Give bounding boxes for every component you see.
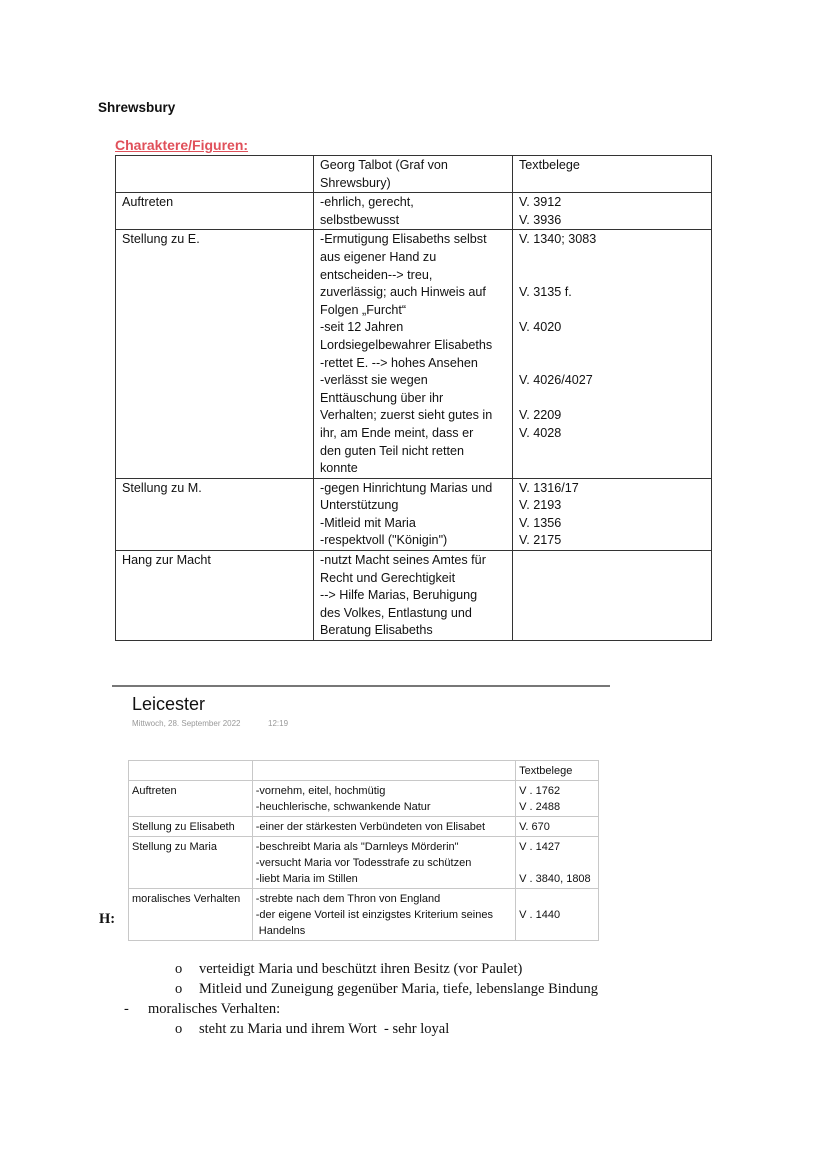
- table-row: [116, 230, 712, 478]
- row-refs: V . 1427 V . 3840, 1808: [516, 837, 599, 889]
- row-label: Stellung zu Elisabeth: [129, 817, 253, 837]
- page-title-leicester: Leicester: [132, 694, 206, 714]
- leicester-table: [128, 760, 599, 941]
- row-content: -einer der stärkesten Verbündeten von Elisabet: [252, 817, 515, 837]
- row-refs: V. 1340; 3083 V. 3135 f. V. 4020 V. 4026/4027 V. 2209 V. 4028: [513, 230, 712, 478]
- divider: [112, 685, 610, 687]
- bullet-text: Mitleid und Zuneigung gegenüber Maria, tiefe, lebenslange Bindung: [199, 981, 599, 997]
- row-label: Stellung zu Maria: [129, 837, 253, 889]
- header-cell: [252, 761, 515, 781]
- subtitle-charaktere: Charaktere/Figuren:: [115, 137, 249, 153]
- row-refs: V. 1316/17 V. 2193 V. 1356 V. 2175: [513, 478, 712, 550]
- bullet-icon: o: [175, 1021, 183, 1037]
- row-label: Stellung zu E.: [116, 230, 314, 478]
- row-refs: V. 670: [516, 817, 599, 837]
- bullet-icon: o: [175, 981, 183, 997]
- table-row: [116, 478, 712, 550]
- row-content: -gegen Hinrichtung Marias und Unterstützung -Mitleid mit Maria -respektvoll ("Königin"): [314, 478, 513, 550]
- page-date: Mittwoch, 28. September 2022: [132, 719, 241, 728]
- table-row: [129, 837, 599, 889]
- table-header-row: [116, 156, 712, 193]
- section-title-shrewsbury: Shrewsbury: [98, 100, 176, 115]
- table-header-row: [129, 761, 599, 781]
- bullet-text: verteidigt Maria und beschützt ihren Besitz (vor Paulet): [199, 961, 523, 977]
- table-row: [129, 781, 599, 817]
- row-label: Stellung zu M.: [116, 478, 314, 550]
- header-cell: Textbelege: [513, 156, 712, 193]
- shrewsbury-table: [115, 155, 712, 641]
- row-content: -beschreibt Maria als "Darnleys Mörderin" -versucht Maria vor Todesstrafe zu schützen -liebt Maria im Stillen: [252, 837, 515, 889]
- row-content: -Ermutigung Elisabeths selbst aus eigener Hand zu entscheiden--> treu, zuverlässig; auch Hinweis auf Folgen „Furcht“ -seit 12 Jahren Lordsiegelbewahrer Elisabeths -rettet E. --> hohes Ansehen -verlässt sie wegen Enttäuschung über ihr Verhalten; zuerst sieht gutes in ihr, am Ende meint, dass er den guten Teil nicht retten konnte: [314, 230, 513, 478]
- table-row: [116, 193, 712, 230]
- row-content: -nutzt Macht seines Amtes für Recht und Gerechtigkeit --> Hilfe Marias, Beruhigung des Volkes, Entlastung und Beratung Elisabeths: [314, 551, 513, 641]
- row-refs: V . 1762 V . 2488: [516, 781, 599, 817]
- bullet-text: steht zu Maria und ihrem Wort - sehr loyal: [199, 1021, 450, 1037]
- row-content: -strebte nach dem Thron von England -der eigene Vorteil ist einzigstes Kriterium seines Handelns: [252, 889, 515, 941]
- dash-icon: -: [124, 1001, 129, 1017]
- row-content: -ehrlich, gerecht, selbstbewusst: [314, 193, 513, 230]
- bullet-icon: o: [175, 961, 183, 977]
- row-label: Hang zur Macht: [116, 551, 314, 641]
- header-cell: [116, 156, 314, 193]
- row-refs: V. 3912 V. 3936: [513, 193, 712, 230]
- row-label: moralisches Verhalten: [129, 889, 253, 941]
- table-row: [129, 817, 599, 837]
- table-row: [116, 551, 712, 641]
- row-refs: [513, 551, 712, 641]
- header-cell: [129, 761, 253, 781]
- header-cell: Textbelege: [516, 761, 599, 781]
- table-row: [129, 889, 599, 941]
- section-label: moralisches Verhalten:: [148, 1001, 281, 1017]
- row-label: Auftreten: [129, 781, 253, 817]
- page-time: 12:19: [268, 719, 289, 728]
- row-label: Auftreten: [116, 193, 314, 230]
- row-content: -vornehm, eitel, hochmütig -heuchlerische, schwankende Natur: [252, 781, 515, 817]
- header-cell: Georg Talbot (Graf von Shrewsbury): [314, 156, 513, 193]
- row-refs: V . 1440: [516, 889, 599, 941]
- partial-heading: H:: [99, 911, 116, 927]
